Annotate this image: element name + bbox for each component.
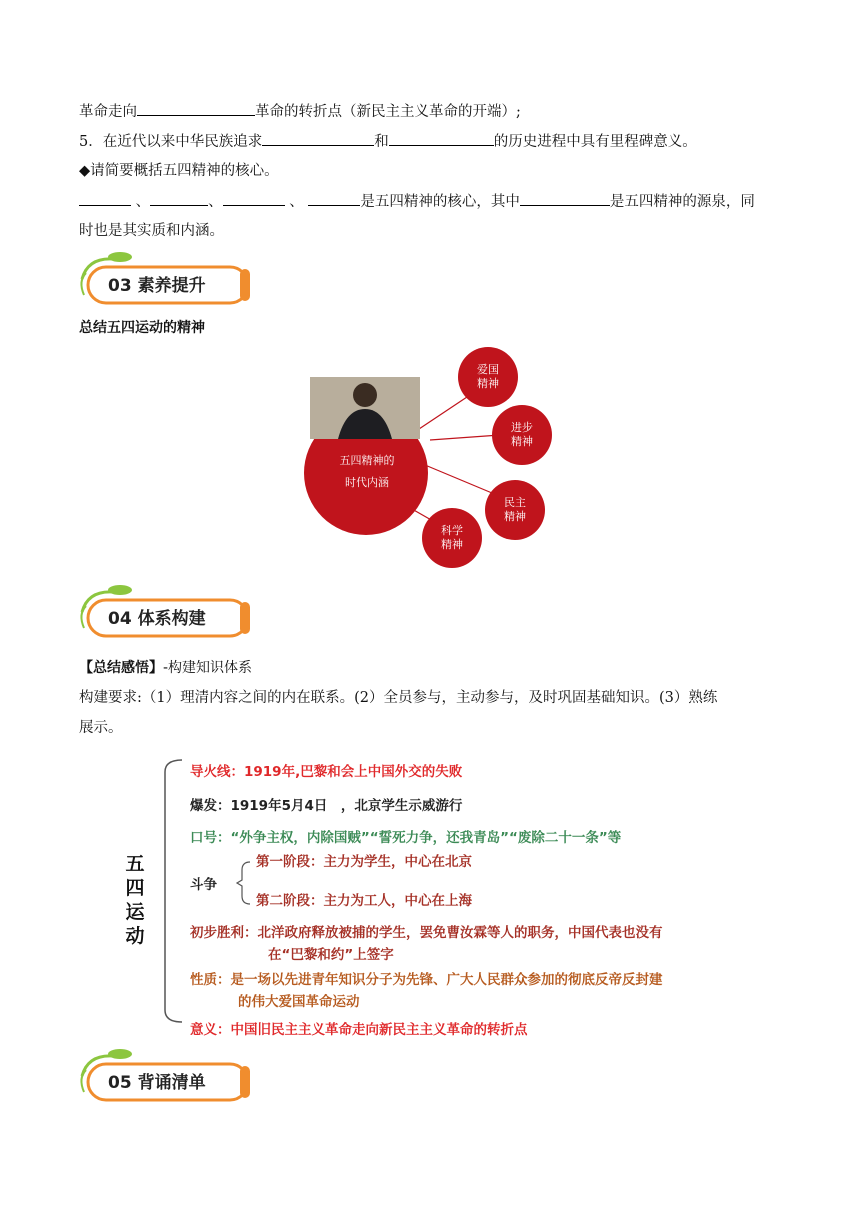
outline-stage-2: 第二阶段：主力为工人，中心在上海: [256, 893, 472, 909]
text: 、: [208, 194, 223, 210]
bubble-text: 民主: [504, 496, 526, 509]
center-label: [320, 450, 414, 494]
question-text: ◆请简要概括五四精神的核心。: [79, 163, 279, 179]
fill-blank[interactable]: [79, 191, 131, 206]
text: 展示。: [79, 720, 123, 736]
summary-heading: [79, 658, 252, 678]
bubble-label-progress: [502, 421, 542, 449]
outline-nature-2: 的伟大爱国革命运动: [238, 994, 360, 1010]
fill-blank[interactable]: [262, 131, 374, 146]
requirement-line-1: [79, 688, 717, 708]
fill-blank[interactable]: [389, 131, 494, 146]
outline-slogan: 口号：“外争主权，内除国贼”“誓死力争，还我青岛”“废除二十一条”等: [190, 830, 622, 846]
section-badge-03: [74, 251, 254, 309]
intro-line-4: [79, 191, 755, 212]
text: 、: [289, 194, 304, 210]
title-char: 运: [125, 901, 145, 923]
text: 的历史进程中具有里程碑意义。: [493, 134, 697, 150]
outline-victory-1: 初步胜利：北洋政府释放被捕的学生，罢免曹汝霖等人的职务，中国代表也没有: [190, 925, 663, 941]
spirit-mind-map: [300, 345, 560, 570]
fill-blank[interactable]: [150, 191, 208, 206]
may-fourth-outline: [110, 752, 750, 1042]
text: 革命走向: [79, 104, 137, 120]
bubble-text: 精神: [511, 435, 533, 448]
text: 和: [374, 134, 389, 150]
intro-line-5: [79, 221, 224, 241]
outline-significance: 意义：中国旧民主主义革命走向新民主主义革命的转折点: [190, 1022, 528, 1038]
text: 、: [135, 194, 151, 210]
outline-fuse: 导火线：1919年,巴黎和会上中国外交的失败: [190, 764, 463, 780]
question-line: [79, 161, 279, 181]
bubble-text: 精神: [441, 538, 463, 551]
title-char: 动: [125, 925, 145, 947]
requirement-line-2: [79, 718, 123, 738]
outline-nature-1: 性质：是一场以先进青年知识分子为先锋、广大人民群众参加的彻底反帝反封建: [190, 972, 663, 988]
bubble-label-patriotic: [468, 363, 508, 391]
section-heading: [79, 318, 205, 338]
section-badge-04: [74, 584, 254, 642]
center-label-line: 五四精神的: [339, 454, 395, 467]
text: 是五四精神的核心，其中: [360, 194, 520, 210]
intro-line-1: [79, 101, 521, 122]
sub-bracket: [234, 858, 254, 908]
summary-rest: -构建知识体系: [163, 660, 253, 676]
bubble-text: 爱国: [477, 363, 499, 376]
fill-blank[interactable]: [137, 101, 255, 116]
text: 5．在近代以来中华民族追求: [79, 134, 263, 150]
intro-line-2: [79, 131, 697, 152]
bubble-label-science: [432, 524, 472, 552]
outline-outbreak: 爆发：1919年5月4日 ，北京学生示威游行: [190, 798, 463, 814]
outline-struggle: 斗争: [190, 877, 217, 893]
title-char: 五: [125, 853, 145, 875]
center-label-line: 时代内涵: [345, 476, 389, 489]
text: 是五四精神的源泉，同: [609, 194, 755, 210]
title-char: 四: [125, 877, 145, 899]
text: 时也是其实质和内涵。: [79, 223, 224, 239]
bubble-text: 精神: [477, 377, 499, 390]
bubble-label-democracy: [495, 496, 535, 524]
outline-stage-1: 第一阶段：主力为学生，中心在北京: [256, 854, 472, 870]
summary-label: 【总结感悟】: [79, 660, 163, 676]
badge-title: 03 素养提升: [108, 276, 206, 296]
bubble-text: 进步: [511, 421, 533, 434]
bubble-text: 科学: [441, 524, 463, 537]
outline-title: [120, 852, 150, 948]
badge-title: 04 体系构建: [108, 609, 206, 629]
heading-text: 总结五四运动的精神: [79, 320, 205, 336]
text: 构建要求:（1）理清内容之间的内在联系。(2）全员参与，主动参与，及时巩固基础知识。(3）熟练: [79, 690, 718, 706]
outline-victory-2: 在“巴黎和约”上签字: [268, 947, 394, 963]
badge-title: 05 背诵清单: [108, 1073, 206, 1093]
section-badge-05: [74, 1048, 254, 1106]
fill-blank[interactable]: [223, 191, 285, 206]
fill-blank[interactable]: [520, 191, 610, 206]
fill-blank[interactable]: [308, 191, 360, 206]
bubble-text: 精神: [504, 510, 526, 523]
text: 革命的转折点（新民主主义革命的开端）;: [255, 104, 521, 120]
